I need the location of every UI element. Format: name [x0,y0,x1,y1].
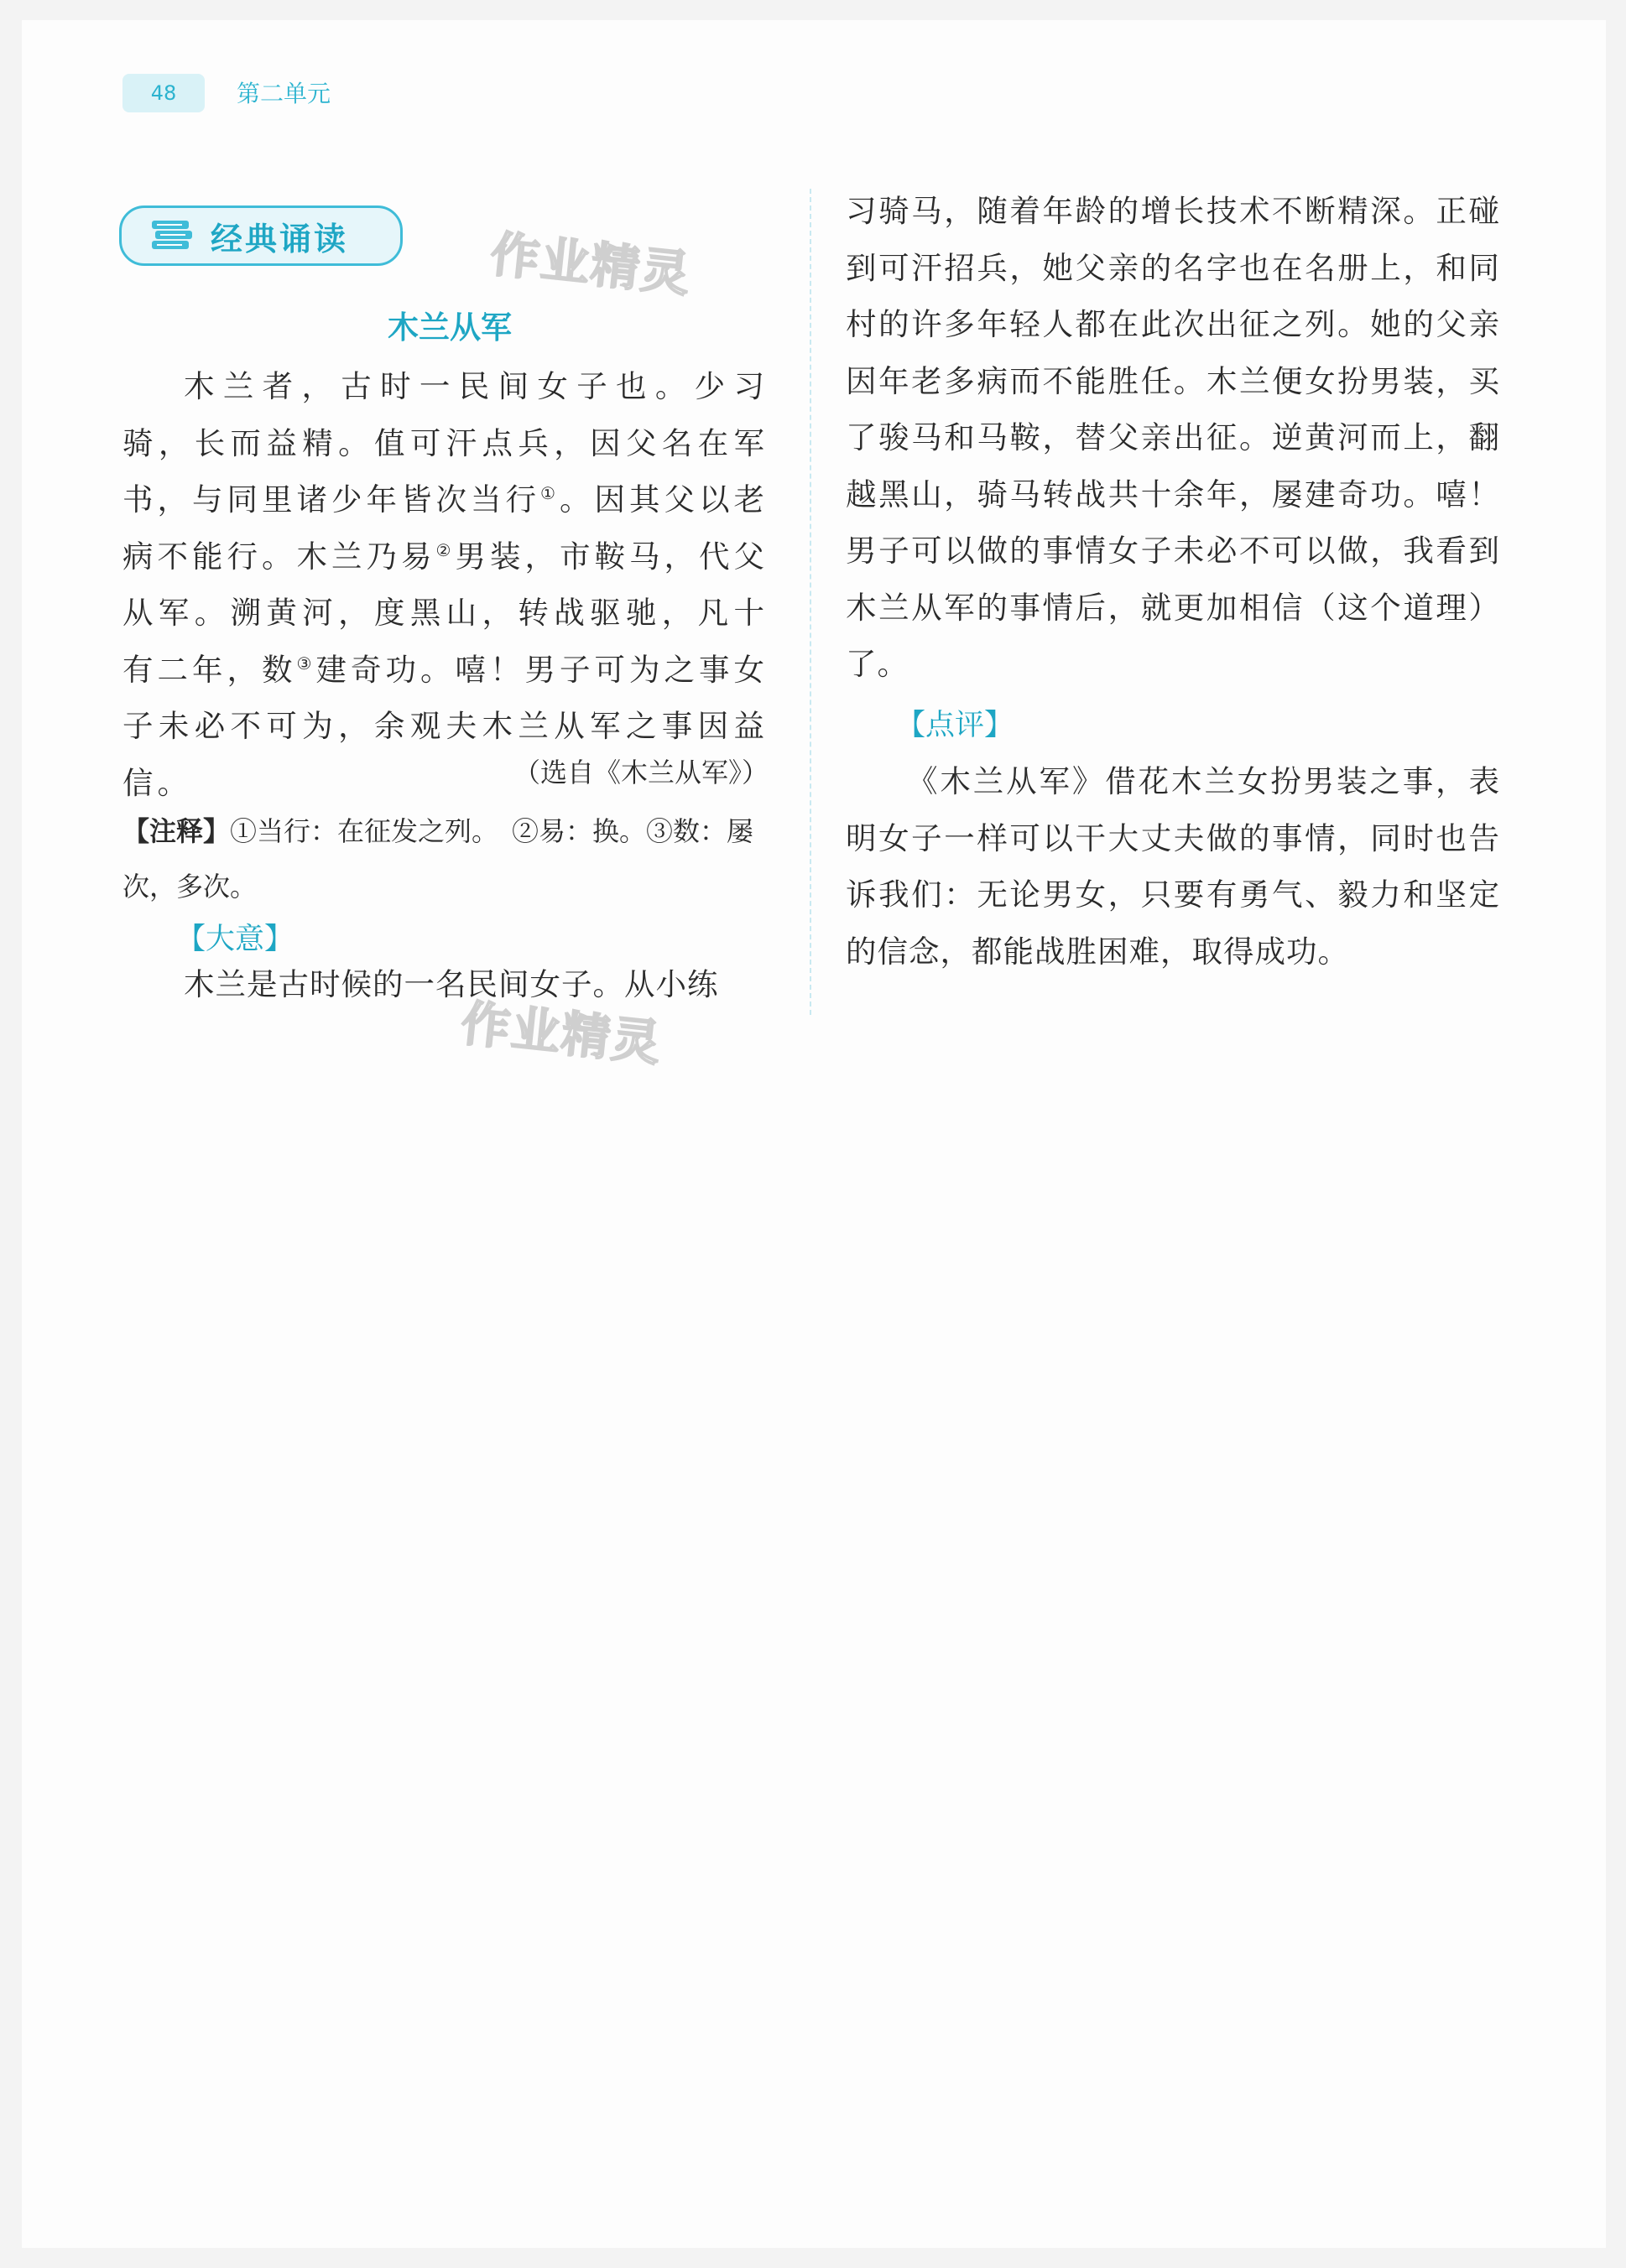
poem-text [122,358,769,811]
poem-source: （选自《木兰从军》） [513,757,769,788]
poem-text-part: 。因其父以老病不能行。木兰乃易 [122,481,769,575]
poem-title: 木兰从军 [388,310,512,346]
section-badge [119,205,403,266]
comment-text: 《木兰从军》借花木兰女扮男装之事，表明女子一样可以干大丈夫做的事情，同时也告诉我们：无论男女，只要有勇气、毅力和坚定的信念，都能战胜困难，取得成功。 [846,763,1500,970]
poem-text-part: 建奇功。嘻！男子可为之事女子未必不可为，余观夫木兰从军之事因益信。 [122,651,769,801]
unit-title: 第二单元 [237,80,331,107]
watermark: 作业精灵 [487,225,695,304]
footnote-marker: ① [540,482,560,503]
page-number: 48 [122,74,205,112]
notes-text: ①当行：在征发之列。 ②易：换。③数：屡次，多次。 [122,815,754,903]
summary-text-right: 习骑马，随着年龄的增长技术不断精深。正碰到可汗招兵，她父亲的名字也在名册上，和同村的许多年轻人都在此次出征之列。她的父亲因年老多病而不能胜任。木兰便女扮男装，买了骏马和马鞍，替父亲出征。逆黄河而上，翻越黑山，骑马转战共十余年，屡建奇功。嘻！男子可以做的事情女子未必不可以做，我看到木兰从军的事情后，就更加相信（这个道理）了。 [846,193,1500,682]
notes-label: 【注释】 [122,815,231,847]
summary-text-left: 木兰是古时候的一名民间女子。从小练 [184,966,719,1002]
footnote-marker: ② [435,539,456,560]
comment-heading: 【点评】 [896,709,1014,742]
footnote-marker: ③ [296,653,316,674]
column-divider [810,189,811,1015]
books-icon [149,217,195,254]
watermark: 作业精灵 [458,994,665,1073]
summary-heading: 【大意】 [176,923,294,956]
notes [122,804,777,914]
poem-text-part: 木兰者，古时一民间女子也。少习骑，长而益精。值可汗点兵，因父名在军书，与同里诸少年皆次当行 [122,368,769,518]
section-title: 经典诵读 [211,220,349,257]
poem-text-part: 男装，市鞍马，代父从军。溯黄河，度黑山，转战驱驰，凡十有二年，数 [122,538,769,688]
